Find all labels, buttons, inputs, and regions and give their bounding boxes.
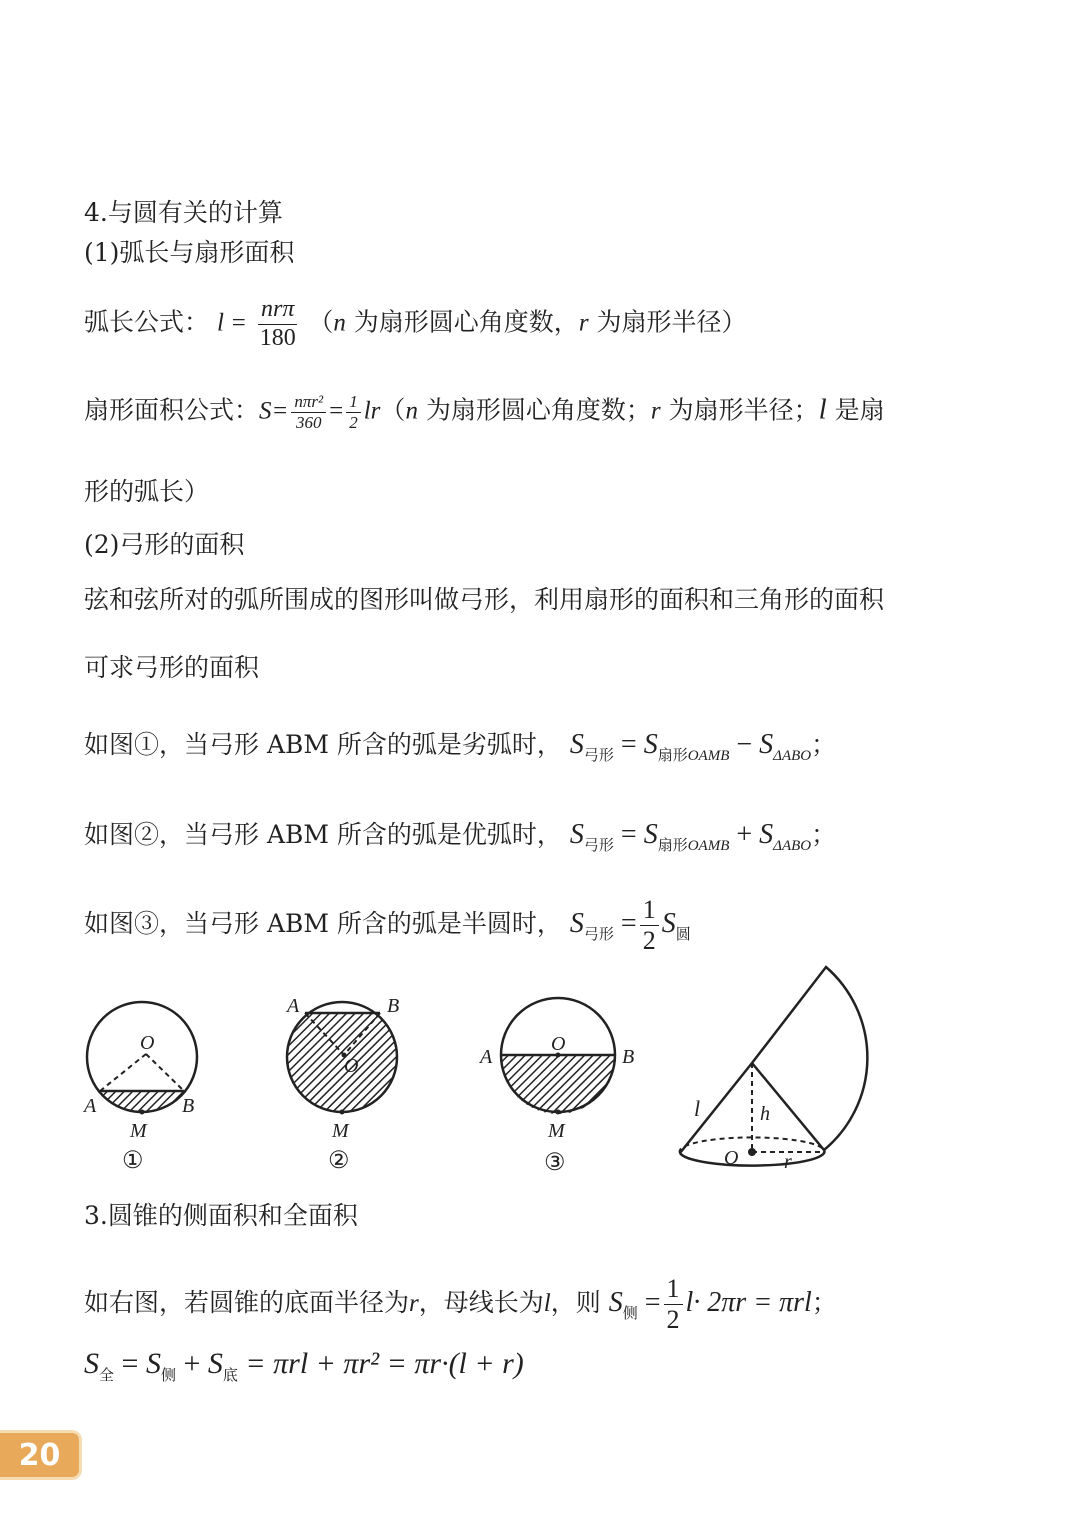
- cone-side-formula: $S_侧$ = $\frac{1}{2}$ l· 2πr = πrl: [608, 1274, 812, 1334]
- figure-3-label-o: O: [551, 1033, 566, 1055]
- area-note-open: （: [380, 395, 406, 425]
- figure-2-label-o: O: [344, 1055, 359, 1077]
- area-fraction: [291, 392, 326, 432]
- figure-2-point-m: [340, 1110, 345, 1115]
- cone-semi: ；: [811, 1287, 837, 1317]
- arc-length-formula: [84, 296, 747, 352]
- arc-r: r: [578, 309, 589, 337]
- cone-text-r: r: [409, 1289, 419, 1317]
- figure-1-label-a: A: [84, 1095, 97, 1117]
- cone-label-o: O: [724, 1147, 739, 1169]
- case-1: [84, 728, 836, 773]
- area-note-2: 为扇形半径；: [668, 395, 819, 425]
- arc-denominator: 180: [259, 324, 296, 351]
- cone-figure: [680, 967, 868, 1173]
- section-4-title: 4.与圆有关的计算: [84, 198, 283, 227]
- figure-3-number: ③: [544, 1150, 566, 1176]
- cone-text-1: 如右图，若圆锥的底面半径为: [84, 1287, 410, 1317]
- case-2: [84, 818, 836, 863]
- case-2-semi: ；: [811, 820, 837, 849]
- figure-3-point-m: [556, 1110, 561, 1115]
- area-half-num: 1: [346, 392, 361, 413]
- area-lr: lr: [363, 397, 381, 425]
- case-3: [84, 895, 691, 956]
- arc-note-open: （: [308, 307, 334, 337]
- arc-numerator: nrπ: [258, 296, 297, 325]
- arc-n: n: [333, 309, 346, 337]
- cone-label-l: l: [694, 1096, 701, 1121]
- cone-text-2: ，母线长为: [418, 1287, 544, 1317]
- figure-2-label-a: A: [287, 995, 300, 1017]
- area-numerator: nπr²: [291, 392, 326, 413]
- subsection-arc-title: (1)弧长与扇形面积: [84, 238, 295, 267]
- arc-note-1: 为扇形圆心角度数，: [353, 307, 579, 337]
- area-eq: =: [329, 397, 344, 425]
- figure-1-label-m: M: [130, 1120, 147, 1142]
- subsection-segment-title: (2)弓形的面积: [84, 530, 245, 559]
- area-denominator: 360: [296, 412, 322, 432]
- case-1-semi: ；: [811, 730, 837, 759]
- figure-1-number: ①: [122, 1148, 144, 1174]
- area-label: 扇形面积公式：: [84, 395, 260, 425]
- arc-fraction: [258, 296, 297, 352]
- arc-lhs: l =: [216, 309, 248, 337]
- case-2-text: 如图②，当弓形 ABM 所含的弧是优弧时，: [84, 820, 562, 849]
- figure-3: [478, 998, 634, 1176]
- segment-figures: [0, 960, 1080, 1190]
- area-l: l: [818, 393, 827, 426]
- case-3-formula: $S_{弓形}$ = $\frac{1}{2}$ $S_圆$: [569, 895, 691, 955]
- case-1-text: 如图①，当弓形 ABM 所含的弧是劣弧时，: [84, 730, 562, 759]
- figure-1: [80, 1002, 210, 1174]
- area-note-1: 为扇形圆心角度数；: [425, 395, 651, 425]
- arc-label: 弧长公式：: [84, 307, 210, 337]
- figure-3-label-m: M: [548, 1120, 565, 1142]
- area-half-den: 2: [349, 412, 358, 432]
- figure-3-label-b: B: [622, 1046, 635, 1068]
- case-3-text: 如图③，当弓形 ABM 所含的弧是半圆时，: [84, 908, 562, 938]
- area-r: r: [650, 397, 661, 425]
- cone-center-point: [748, 1148, 756, 1156]
- area-note-continued: 形的弧长）: [84, 477, 210, 506]
- cone-label-r: r: [784, 1151, 792, 1173]
- segment-description-2: 可求弓形的面积: [84, 653, 260, 682]
- figure-2-label-m: M: [332, 1120, 349, 1142]
- area-half: [346, 392, 361, 432]
- cone-label-h: h: [760, 1103, 770, 1125]
- page-number: 20: [0, 1430, 82, 1480]
- area-n: n: [405, 397, 418, 425]
- figure-1-point-m: [140, 1110, 145, 1115]
- segment-description-1: 弦和弦所对的弧所围成的图形叫做弓形，利用扇形的面积和三角形的面积: [84, 585, 885, 614]
- cone-lateral-formula: [84, 1274, 837, 1335]
- arc-note-2: 为扇形半径）: [596, 307, 747, 337]
- cone-total-formula: $S_全 = S_侧 + S_底 = \pi rl + \pi r^2 = \pi r\cdot(l + r)$: [84, 1347, 524, 1384]
- figure-3-label-a: A: [480, 1046, 493, 1068]
- area-S: S=: [259, 397, 289, 425]
- sector-area-formula: [84, 392, 885, 432]
- cone-slant-left: [680, 1063, 752, 1153]
- figure-2: [280, 995, 410, 1174]
- figure-2-number: ②: [328, 1148, 350, 1174]
- figure-1-radius-b: [146, 1054, 184, 1091]
- case-1-formula: $S_{弓形} = S_{扇形OAMB} - S_{\Delta ABO}$: [569, 729, 812, 764]
- cone-text-l: l: [543, 1289, 551, 1317]
- figure-1-label-b: B: [182, 1095, 195, 1117]
- figure-1-label-o: O: [140, 1032, 155, 1054]
- case-2-formula: $S_{弓形} = S_{扇形OAMB} + S_{\Delta ABO}$: [569, 819, 812, 854]
- section-3-title: 3.圆锥的侧面积和全面积: [84, 1201, 358, 1230]
- area-note-3: 是扇: [834, 395, 885, 425]
- cone-text-3: ，则: [550, 1287, 601, 1317]
- figure-2-label-b: B: [387, 995, 400, 1017]
- figure-1-radius-a: [100, 1054, 146, 1091]
